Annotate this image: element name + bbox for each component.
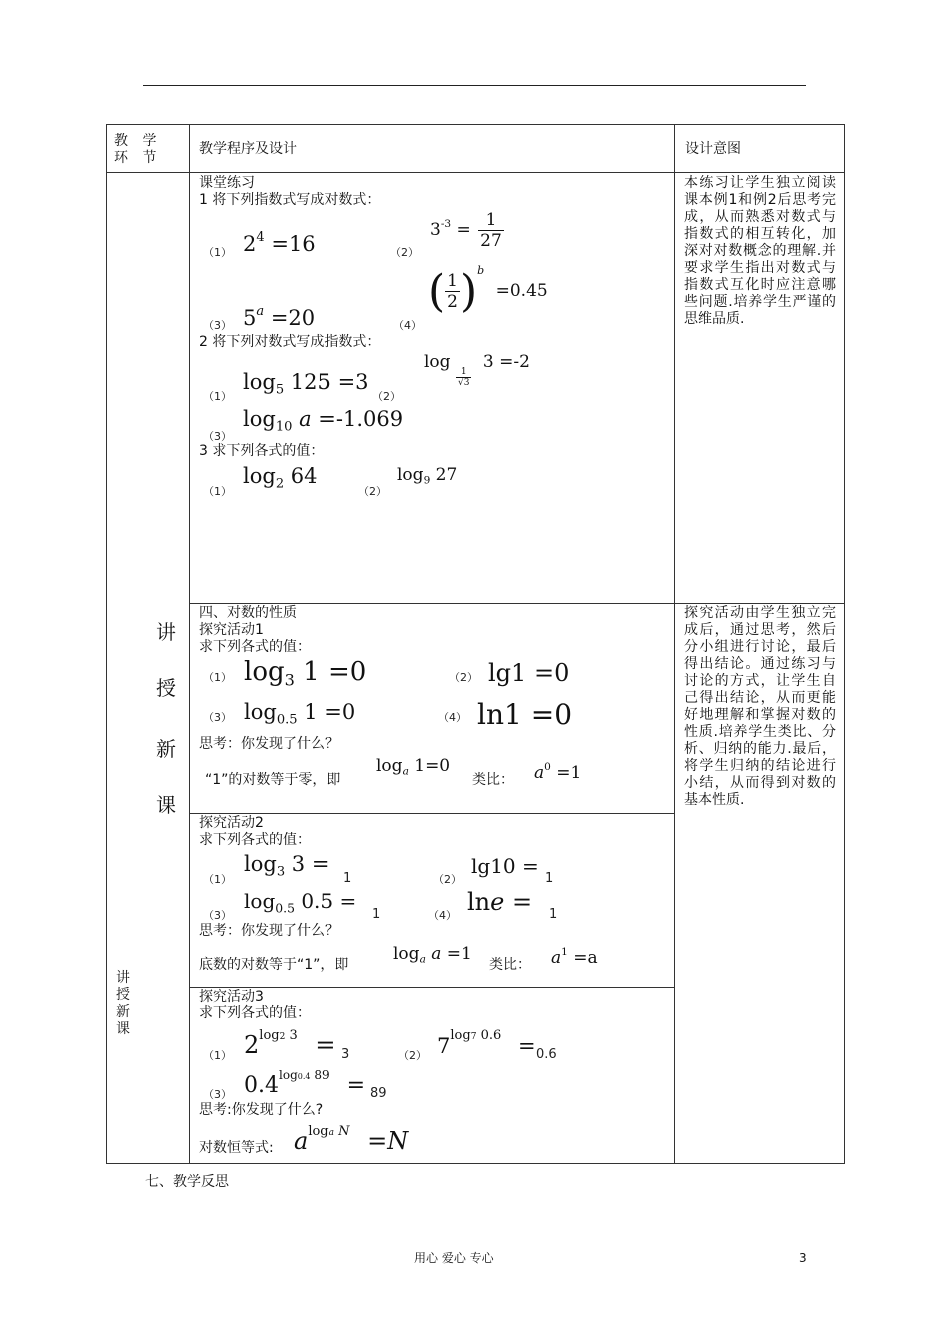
exp-expression: $3^{-3}$ = $\frac{1}{27}$ — [430, 210, 502, 251]
log-expression: $\log_3 3$ = — [244, 852, 330, 880]
item-number: （3） — [203, 1088, 232, 1101]
activity3-prompt: 求下列各式的值： — [199, 1005, 311, 1021]
exp-expression: $2^4 =16$ — [243, 230, 316, 256]
log-expression: lne = — [467, 888, 533, 916]
analogy-label: 类比： — [489, 957, 531, 973]
property-formula: $\log_a a =1$ — [393, 944, 472, 966]
identity-expression: $2^{log2 3}$ = — [244, 1028, 336, 1059]
activity3-title: 探究活动3 — [199, 989, 264, 1005]
answer-value: 3 — [341, 1047, 350, 1062]
log-expression: $\log_{10} a =-1.069$ — [243, 407, 404, 435]
log-expression: $\log_5 125 =3$ — [243, 370, 369, 398]
header-rule — [143, 85, 806, 86]
activity1-title: 探究活动1 — [199, 622, 264, 638]
activity3-think: 思考:你发现了什么? — [199, 1102, 324, 1118]
activity1-prompt: 求下列各式的值： — [199, 639, 311, 655]
answer-value: 1 — [545, 871, 554, 886]
activity1-think: 思考：你发现了什么？ — [199, 736, 339, 752]
identity-expression: $7^{log7 0.6}$ = — [437, 1028, 536, 1058]
header-intent: 设计意图 — [685, 141, 741, 157]
analogy-label: 类比： — [472, 772, 514, 788]
log-expression: log $\frac{1}{√3}$ 3 =-2 — [424, 352, 530, 388]
log-expression: ln1 =0 — [477, 698, 573, 731]
header-procedure: 教学程序及设计 — [199, 141, 297, 157]
log-expression: lg10 = — [471, 854, 539, 878]
footer-motto: 用心 爱心 专心 — [414, 1251, 494, 1265]
item-number: （1） — [203, 671, 232, 684]
item-number: （1） — [203, 1049, 232, 1062]
answer-value: 1 — [343, 871, 352, 886]
item-number: （3） — [203, 909, 232, 922]
item-number: （3） — [203, 711, 232, 724]
exp-expression: ( $\frac{1}{2}$ )$^b$ =0.45 — [428, 264, 548, 317]
practice-q2: 2 将下列对数式写成指数式： — [199, 334, 381, 350]
item-number: （1） — [203, 390, 232, 403]
analogy-formula: $a^0 =1$ — [534, 761, 582, 783]
page-number: 3 — [799, 1251, 807, 1265]
item-number: （3） — [203, 319, 232, 332]
analogy-formula: $a^1 =a$ — [551, 946, 598, 968]
activity2-prompt: 求下列各式的值： — [199, 832, 311, 848]
design-intent-activities: 探究活动由学生独立完成后，通过思考，然后分小组进行讨论，最后得出结论。通过练习与讨论的方式，让学生自己得出结论，从而更能好地理解和掌握对数的性质.培养学生类比、分析、归纳的能力.最后，将学生归纳的结论进行小结，从而得到对数的基本性质. — [684, 605, 836, 808]
item-number: （4） — [428, 909, 457, 922]
item-number: （2） — [449, 671, 478, 684]
item-number: （2） — [390, 246, 419, 259]
activity2-title: 探究活动2 — [199, 815, 264, 831]
practice-q3: 3 求下列各式的值： — [199, 443, 325, 459]
practice-q1: 1 将下列指数式写成对数式： — [199, 192, 381, 208]
item-number: （2） — [433, 873, 462, 886]
item-number: （4） — [438, 711, 467, 724]
log-expression: $\log_9 27$ — [397, 465, 458, 487]
log-expression: lg1 =0 — [488, 659, 570, 687]
answer-value: 1 — [372, 907, 381, 922]
answer-value: 0.6 — [536, 1047, 557, 1062]
design-intent-practice: 本练习让学生独立阅读课本例1和例2后思考完成，从而熟悉对数式与指数式的相互转化，加深对对数概念的理解.并要求学生指出对数式与指数式互化时应注意哪些问题.培养学生严谨的思维品质. — [684, 175, 836, 327]
log-identity-formula: $a^{loga N} =N$ — [294, 1124, 409, 1155]
item-number: （4） — [393, 319, 422, 332]
activity1-heading: 四、对数的性质 — [199, 605, 297, 621]
item-number: （2） — [398, 1049, 427, 1062]
item-number: （2） — [372, 390, 401, 403]
item-number: （1） — [203, 485, 232, 498]
reflection-heading: 七、教学反思 — [145, 1174, 229, 1190]
log-expression: $\log_3 1 =0$ — [244, 657, 367, 690]
item-number: （3） — [203, 430, 232, 443]
identity-label: 对数恒等式: — [199, 1140, 274, 1156]
activity1-conclusion: “1”的对数等于零，即 — [205, 772, 341, 788]
log-expression: $\log_{0.5} 0.5$ = — [244, 889, 357, 916]
answer-value: 1 — [549, 907, 558, 922]
log-expression: $\log_{0.5} 1 =0$ — [244, 700, 356, 728]
header-section-label: 教 学 环 节 — [114, 133, 162, 166]
log-expression: $\log_2 64$ — [243, 464, 318, 492]
practice-title: 课堂练习 — [199, 175, 255, 191]
activity2-conclusion: 底数的对数等于“1”，即 — [199, 957, 349, 973]
item-number: （1） — [203, 873, 232, 886]
activity2-think: 思考：你发现了什么？ — [199, 923, 339, 939]
property-formula: $\log_a 1=0$ — [376, 756, 451, 778]
item-number: （1） — [203, 246, 232, 259]
identity-expression: $0.4^{log0.4 89}$ = — [244, 1068, 366, 1098]
answer-value: 89 — [370, 1086, 387, 1101]
exp-expression: 5$^a$ =20 — [243, 304, 316, 330]
item-number: （2） — [358, 485, 387, 498]
